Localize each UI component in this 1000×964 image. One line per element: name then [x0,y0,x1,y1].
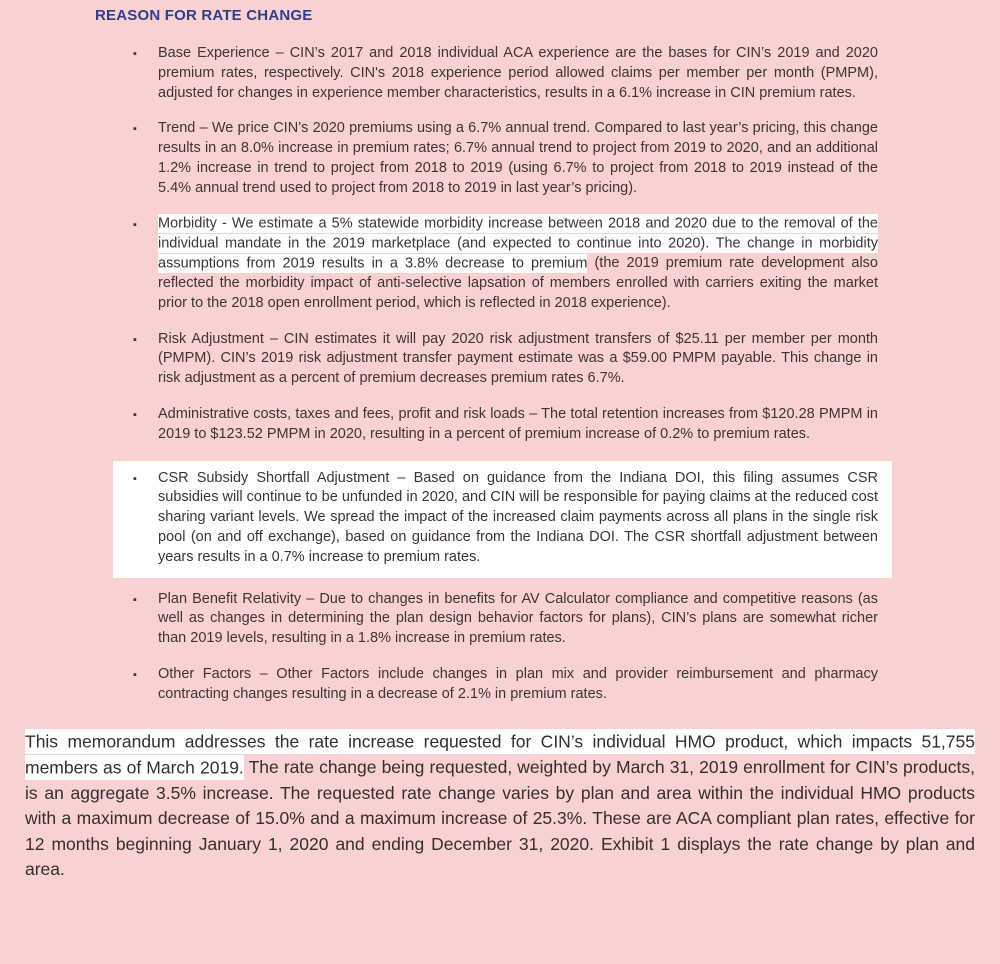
bullet-item-administrative-costs [113,405,878,445]
closing-paragraph [25,730,975,883]
bullet-item-plan-benefit-relativity [113,590,878,649]
bullet-item-csr-subsidy-shortfall-adjustment [113,461,892,578]
body-text: Trend – We price CIN’s 2020 premiums using a 6.7% annual trend. Compared to last year’s pricing, this change results in an 8.0% increase in premium rates; 6.7% annual trend to project from 2019 to 2020, and an additional 1.2% increase in trend to project from 2018 to 2019 (using 6.7% to project from 2018 to 2019 instead of the 5.4% annual trend used to project from 2018 to 2019 in last year’s pricing). [158,120,878,196]
body-text: Other Factors – Other Factors include changes in plan mix and provider reimbursement and pharmacy contracting changes resulting in a decrease of 2.1% in premium rates. [158,665,878,702]
bullet-item-trend [113,119,878,198]
bullet-item-base-experience [113,44,878,103]
bullet-item-risk-adjustment [113,330,878,389]
body-text: The rate change being requested, weighted by March 31, 2019 enrollment for CIN’s products, is an aggregate 3.5% increase. The requested rate change varies by plan and area within the individual HMO products with a maximum decrease of 15.0% and a maximum increase of 25.3%. These are ACA compliant plan rates, effective for 12 months beginning January 1, 2020 and ending December 31, 2020. Exhibit 1 displays the rate change by plan and area. [25,757,975,880]
bullet-item-morbidity [113,215,878,314]
body-text: (the 2019 premium rate development also reflected the morbidity impact of anti-selective lapsation of members enrolled with carriers exiting the market prior to the 2018 open enrollment period, which is reflected in 2018 experience). [158,255,878,311]
highlighted-text: This memorandum addresses the rate increase requested for CIN’s individual HMO product, which impacts 51,755 members as of March 2019. [25,729,975,780]
body-text: CSR Subsidy Shortfall Adjustment – Based on guidance from the Indiana DOI, this filing assumes CSR subsidies will continue to be unfunded in 2020, and CIN will be responsible for paying claims at the reduced cost sharing variant levels. We spread the impact of the increased claim payments across all plans in the single risk pool (on and off exchange), based on guidance from the Indiana DOI. The CSR shortfall adjustment between years results in a 0.7% increase to premium rates. [158,469,878,565]
body-text: Base Experience – CIN’s 2017 and 2018 individual ACA experience are the bases for CIN’s 2019 and 2020 premium rates, respectively. CIN's 2018 experience period allowed claims per member per month (PMPM), adjusted for changes in experience member characteristics, results in a 6.1% increase in CIN premium rates. [158,45,878,101]
body-text: Risk Adjustment – CIN estimates it will pay 2020 risk adjustment transfers of $25.11 per member per month (PMPM). CIN’s 2019 risk adjustment transfer payment estimate was a $59.00 PMPM payable. This change in risk adjustment as a percent of premium decreases premium rates 6.7%. [158,330,878,387]
body-text: Plan Benefit Relativity – Due to changes in benefits for AV Calculator compliance and competitive reasons (as well as changes in determining the plan design behavior factors for plans), CIN’s plans are somewhat richer than 2019 levels, resulting in a 1.8% increase in premium rates. [158,590,878,647]
bullet-item-other-factors [113,665,878,705]
highlighted-text: Morbidity - We estimate a 5% statewide morbidity increase between 2018 and 2020 due to the removal of the individual mandate in the 2019 marketplace (and expected to continue into 2020). The change in morbidity assumptions from 2019 results in a 3.8% decrease to premium [158,215,878,272]
section-heading: REASON FOR RATE CHANGE [95,7,313,24]
reason-bullet-list [0,44,1000,705]
body-text: Administrative costs, taxes and fees, profit and risk loads – The total retention increases from $120.28 PMPM in 2019 to $123.52 PMPM in 2020, resulting in a percent of premium increase of 0.2% to premium rates. [158,405,878,442]
